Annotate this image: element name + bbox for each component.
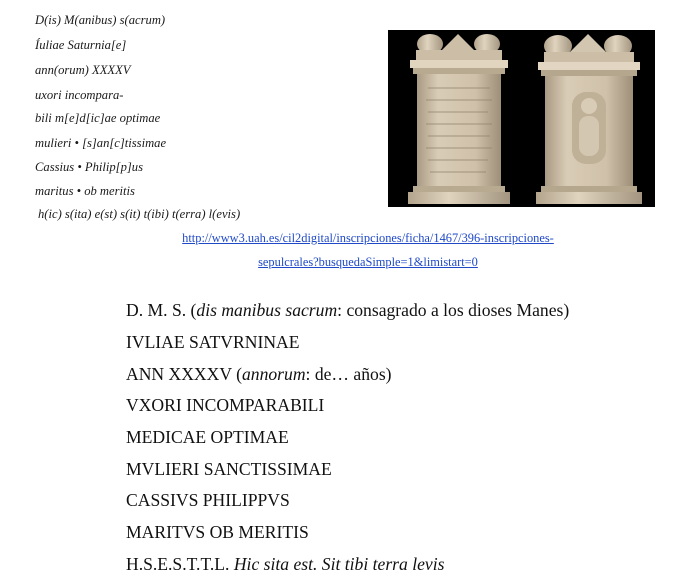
edition-line — [126, 363, 392, 385]
edition-line — [126, 299, 569, 321]
source-link-line-2[interactable]: sepulcrales?busquedaSimple=1&limistart=0 — [258, 255, 478, 269]
transcription-line: D(is) M(anibus) s(acrum) — [35, 13, 166, 27]
edition-italic-text: annorum — [241, 364, 306, 384]
edition-line — [126, 458, 332, 480]
transcription-line: bili m[e]d[ic]ae optimae — [35, 111, 161, 125]
transcription-line: mulieri • [s]an[c]tissimae — [35, 136, 167, 150]
edition-text: H.S.E.S.T.T.L. — [126, 554, 234, 574]
edition-text: VXORI INCOMPARABILI — [126, 395, 325, 415]
edition-line — [126, 553, 444, 575]
edition-italic-text: dis manibus sacrum — [196, 300, 338, 320]
edition-italic-text: Hic sita est. Sit tibi terra levis — [233, 554, 445, 574]
edition-text: MARITVS OB MERITIS — [126, 522, 309, 542]
edition-text: MVLIERI SANCTISSIMAE — [126, 459, 332, 479]
edition-line — [126, 331, 299, 353]
altar-front — [408, 34, 510, 204]
edition-text: IVLIAE SATVRNINAE — [126, 332, 300, 352]
transcription-line: Íuliae Saturnia[e] — [35, 38, 127, 52]
transcription-line: uxori incompara- — [35, 88, 124, 102]
edition-line — [126, 489, 290, 511]
transcription-line: maritus • ob meritis — [35, 184, 135, 198]
transcription-line: Cassius • Philip[p]us — [35, 160, 143, 174]
edition-line — [126, 426, 289, 448]
edition-text: : consagrado a los dioses Manes) — [337, 300, 570, 320]
altar-side — [536, 34, 642, 204]
edition-line — [126, 394, 324, 416]
source-link-line-1[interactable]: http://www3.uah.es/cil2digital/inscripciones/ficha/1467/396-inscripciones- — [182, 231, 554, 245]
edition-text: MEDICAE OPTIMAE — [126, 427, 289, 447]
edition-text: ANN XXXXV ( — [126, 364, 242, 384]
edition-text: D. M. S. ( — [126, 300, 197, 320]
transcription-line: ann(orum) XXXXV — [35, 63, 131, 77]
edition-text: : de… años) — [305, 364, 392, 384]
edition-line — [126, 521, 309, 543]
transcription-line: h(ic) s(ita) e(st) s(it) t(ibi) t(erra) l(evis) — [38, 207, 241, 221]
altar-photo — [388, 30, 655, 207]
edition-text: CASSIVS PHILIPPVS — [126, 490, 290, 510]
